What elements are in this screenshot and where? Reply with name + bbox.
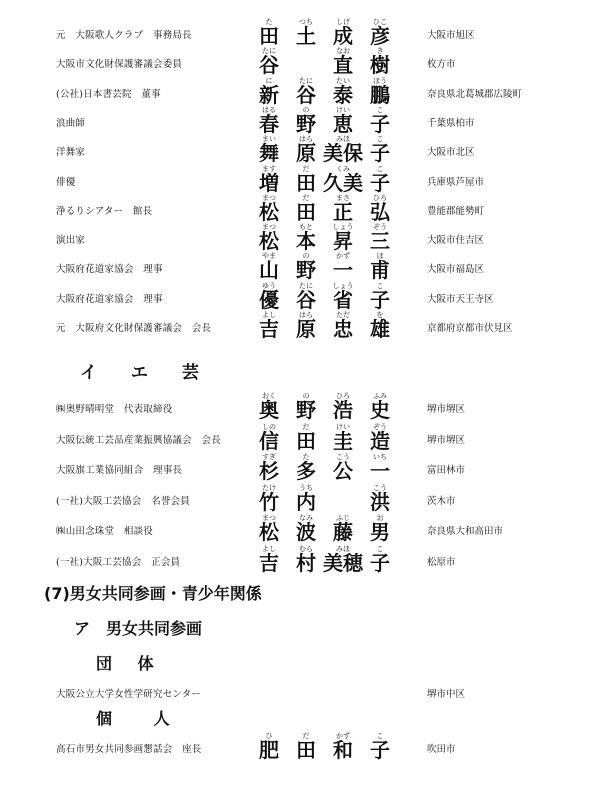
furigana: こう	[373, 483, 387, 492]
kanji: 子	[370, 550, 390, 575]
name-char	[368, 392, 392, 421]
furigana: こ	[376, 732, 384, 740]
kanji: 多	[296, 459, 316, 483]
entry-name	[257, 18, 407, 47]
furigana: ただ	[336, 311, 350, 319]
furigana: の	[302, 105, 310, 114]
furigana: まさ	[336, 193, 350, 202]
kanji: 樹	[370, 53, 390, 78]
furigana: ほう	[373, 76, 387, 85]
furigana: なみ	[299, 514, 313, 522]
list-item	[0, 677, 600, 706]
kanji: 優	[259, 287, 279, 312]
name-char	[294, 545, 318, 574]
entry-role: 浄るりシアター 館長	[56, 205, 153, 217]
entry-location: 京都府京都市伏見区	[427, 323, 513, 334]
entry-location: 大阪市天王寺区	[427, 293, 494, 305]
kanji: 野	[296, 258, 316, 283]
furigana: みほ	[336, 544, 350, 553]
name-char	[294, 732, 318, 761]
kanji: 圭	[333, 428, 353, 453]
list-item	[0, 514, 600, 543]
kanji: 子	[370, 141, 390, 166]
name-char	[294, 252, 318, 281]
name-char	[294, 484, 318, 513]
furigana: こう	[336, 453, 350, 461]
name-char	[368, 545, 392, 574]
furigana: た	[265, 18, 273, 26]
entry-name	[257, 282, 407, 311]
entry-name	[257, 252, 407, 281]
name-char	[257, 423, 281, 452]
entry-role: 元 大阪歌人クラブ 事務局長	[56, 30, 192, 41]
entry-name	[257, 545, 407, 574]
kanji: 彦	[370, 24, 390, 48]
kanji: 甫	[370, 258, 390, 283]
furigana: みほ	[336, 135, 350, 144]
list-item	[0, 165, 600, 194]
name-char	[294, 282, 318, 311]
furigana: けい	[336, 422, 350, 431]
entry-name	[257, 135, 407, 164]
entry-name	[257, 392, 407, 421]
entry-location: 大阪市北区	[427, 147, 475, 159]
furigana: しょう	[332, 281, 354, 290]
furigana: よし	[262, 544, 276, 553]
name-char	[257, 106, 281, 135]
furigana: こ	[376, 544, 384, 553]
list-item	[0, 252, 600, 281]
list-item	[0, 194, 600, 223]
kanji: 田	[296, 170, 316, 195]
kanji: 省	[333, 287, 353, 312]
furigana: たけ	[262, 483, 276, 492]
name-char	[331, 311, 355, 340]
kanji: 原	[296, 141, 316, 166]
entry-role: 大阪旗工業協同組合 理事長	[56, 465, 183, 476]
kanji: 肥	[259, 738, 279, 762]
entry-location: 千葉県柏市	[427, 117, 475, 129]
entry-location: 大阪市福島区	[427, 264, 485, 276]
kanji: 美保	[323, 141, 363, 166]
entry-location: 枚方市	[427, 59, 456, 71]
furigana: を	[376, 311, 384, 319]
furigana	[331, 484, 355, 492]
name-char	[368, 106, 392, 135]
entry-location: 茨木市	[427, 495, 456, 507]
kanji: 奥	[259, 398, 279, 422]
name-char	[319, 135, 367, 164]
kanji: 造	[370, 428, 390, 453]
furigana: ひこ	[373, 18, 387, 26]
name-char	[368, 165, 392, 194]
entry-name	[257, 453, 407, 482]
kanji: 美穂	[323, 550, 363, 575]
kanji: 成	[333, 24, 353, 48]
furigana: だ	[302, 164, 310, 173]
kanji: 吉	[259, 550, 279, 575]
furigana: ぞう	[373, 223, 387, 232]
kanji: 田	[296, 738, 316, 762]
entry-role: (一社)大阪工芸協会 正会員	[56, 556, 181, 568]
furigana: まつ	[262, 514, 276, 522]
entry-name	[257, 194, 407, 223]
furigana: はら	[299, 135, 313, 144]
kanji: 史	[370, 398, 390, 422]
category-heading-kojin: 個 人	[96, 709, 188, 728]
kanji: 鵬	[370, 82, 390, 107]
name-char	[294, 194, 318, 223]
kanji: 吉	[259, 317, 279, 341]
kanji: 子	[370, 170, 390, 195]
name-char	[257, 453, 281, 482]
name-char	[319, 545, 367, 574]
entry-role: ㈱奥野晴明堂 代表取締役	[56, 404, 173, 415]
list-item	[0, 18, 600, 47]
furigana: の	[302, 252, 310, 261]
furigana: こ	[376, 105, 384, 114]
kanji: 山	[259, 258, 279, 283]
name-char	[294, 47, 318, 76]
entry-name	[257, 77, 407, 106]
furigana: なお	[336, 47, 350, 56]
furigana: ぞう	[373, 422, 387, 431]
furigana: こ	[376, 135, 384, 144]
name-char	[331, 77, 355, 106]
furigana: しげ	[336, 18, 350, 26]
name-char	[294, 423, 318, 452]
furigana: こ	[376, 164, 384, 173]
list-item	[0, 392, 600, 421]
furigana: いち	[373, 453, 387, 461]
furigana: くみ	[336, 164, 350, 173]
list-item	[0, 282, 600, 311]
kanji: 杉	[259, 459, 279, 483]
kanji: 信	[259, 428, 279, 453]
furigana: たに	[299, 281, 313, 290]
name-char	[294, 311, 318, 340]
entry-location: 奈良県北葛城郡広陵町	[427, 88, 523, 100]
name-char	[257, 392, 281, 421]
entry-role: (一社)大阪工芸協会 名誉会員	[56, 495, 190, 507]
furigana: おく	[262, 392, 276, 400]
furigana: はら	[299, 311, 313, 319]
name-char	[368, 514, 392, 543]
kanji: 忠	[333, 317, 353, 341]
furigana: たに	[299, 76, 313, 85]
list-item	[0, 77, 600, 106]
furigana: すぎ	[262, 453, 276, 461]
name-char	[257, 732, 281, 761]
kanji: 一	[370, 459, 390, 483]
kanji: 子	[370, 111, 390, 136]
furigana: の	[302, 392, 310, 400]
name-char	[257, 223, 281, 252]
entry-role: 大阪公立大学女性学研究センター	[56, 689, 202, 700]
name-char	[331, 223, 355, 252]
name-char	[331, 392, 355, 421]
name-char	[294, 77, 318, 106]
name-char	[319, 165, 367, 194]
entry-role: 大阪伝統工芸品産業振興協議会 会長	[56, 434, 221, 446]
furigana: ゆう	[262, 281, 276, 290]
kanji: 正	[333, 199, 353, 224]
entry-role: 元 大阪府文化財保護審議会 会長	[56, 323, 212, 334]
name-char	[257, 484, 281, 513]
name-char	[257, 18, 281, 47]
furigana: はる	[262, 105, 276, 114]
kanji: 昇	[333, 229, 353, 254]
name-char	[257, 514, 281, 543]
list-item	[0, 223, 600, 252]
entry-role: (公社)日本書芸院 董事	[56, 88, 161, 100]
name-char	[331, 484, 355, 513]
kanji: 雄	[370, 317, 390, 341]
name-char	[368, 484, 392, 513]
entry-name	[257, 106, 407, 135]
furigana: まつ	[262, 193, 276, 202]
list-item	[0, 545, 600, 574]
kanji: 本	[296, 229, 316, 254]
furigana: かず	[336, 252, 350, 261]
name-char	[257, 311, 281, 340]
name-char	[294, 514, 318, 543]
name-char	[368, 282, 392, 311]
kanji: 一	[333, 258, 353, 283]
furigana: ひろ	[336, 392, 350, 400]
name-char	[257, 252, 281, 281]
name-char	[368, 135, 392, 164]
entry-location: 堺市中区	[427, 689, 466, 700]
name-char	[294, 18, 318, 47]
kanji: 村	[296, 550, 316, 575]
kanji: 松	[259, 229, 279, 254]
entry-location: 吹田市	[427, 744, 456, 755]
entry-role: 浪曲師	[56, 117, 86, 129]
name-char	[331, 453, 355, 482]
kanji: 浩	[333, 398, 353, 422]
entry-role: 洋舞家	[56, 147, 86, 159]
furigana: かず	[336, 732, 350, 740]
kanji: 弘	[370, 199, 390, 224]
list-item	[0, 311, 600, 340]
list-item	[0, 106, 600, 135]
furigana: ほ	[376, 252, 384, 261]
entry-name	[257, 223, 407, 252]
kanji: 谷	[296, 82, 316, 107]
list-item	[0, 47, 600, 76]
furigana: まい	[262, 135, 276, 144]
kanji: 洪	[370, 489, 390, 514]
furigana: たに	[262, 47, 276, 56]
kanji: 谷	[296, 287, 316, 312]
name-char	[331, 423, 355, 452]
kanji: 原	[296, 317, 316, 341]
name-char	[257, 135, 281, 164]
furigana: だ	[302, 422, 310, 431]
name-char	[368, 453, 392, 482]
name-char	[368, 18, 392, 47]
entry-location: 堺市堺区	[427, 404, 466, 415]
furigana: よし	[262, 311, 276, 319]
kanji: 田	[296, 428, 316, 453]
kanji: 舞	[259, 141, 279, 166]
kanji: 松	[259, 520, 279, 544]
entry-location: 松原市	[427, 556, 456, 568]
furigana	[294, 47, 318, 55]
entry-role: 演出家	[56, 235, 86, 247]
entry-role: ㈱山田念珠堂 相談役	[56, 526, 154, 537]
name-char	[368, 194, 392, 223]
list-item	[0, 135, 600, 164]
name-char	[294, 106, 318, 135]
name-char	[368, 423, 392, 452]
name-char	[331, 194, 355, 223]
furigana: だ	[302, 732, 310, 740]
kanji: 内	[296, 489, 316, 514]
furigana: しの	[262, 422, 276, 431]
furigana: ふじ	[336, 514, 350, 522]
kanji: 子	[370, 738, 390, 762]
list-item	[0, 484, 600, 513]
furigana: に	[265, 76, 273, 85]
furigana: たい	[336, 76, 350, 85]
section-heading-ie-gei: イ エ 芸	[80, 363, 213, 383]
name-char	[294, 223, 318, 252]
name-char	[368, 223, 392, 252]
kanji: 春	[259, 111, 279, 136]
kanji: 松	[259, 199, 279, 224]
entry-location: 大阪市旭区	[427, 30, 475, 41]
kanji: 竹	[259, 489, 279, 514]
name-char	[257, 47, 281, 76]
furigana: ひ	[265, 732, 273, 740]
entry-name	[257, 165, 407, 194]
name-char	[257, 545, 281, 574]
name-char	[368, 252, 392, 281]
name-char	[331, 47, 355, 76]
name-char	[257, 194, 281, 223]
furigana: つち	[299, 18, 313, 26]
name-char	[294, 453, 318, 482]
entry-name	[257, 514, 407, 543]
kanji: 野	[296, 398, 316, 422]
entry-location: 奈良県大和高田市	[427, 526, 504, 537]
kanji: 恵	[333, 111, 353, 136]
furigana: ふみ	[373, 392, 387, 400]
name-char	[257, 165, 281, 194]
kanji: 波	[296, 520, 316, 544]
entry-name	[257, 484, 407, 513]
furigana: ひろ	[373, 193, 387, 202]
kanji: 田	[296, 199, 316, 224]
entry-name	[257, 311, 407, 340]
furigana: こ	[376, 281, 384, 290]
furigana: ます	[262, 164, 276, 173]
kanji: 谷	[259, 53, 279, 78]
name-char	[368, 47, 392, 76]
list-item	[0, 732, 600, 761]
kanji: 久美	[323, 170, 363, 195]
entry-role: 大阪府花道家協会 理事	[56, 293, 163, 305]
name-char	[331, 18, 355, 47]
entry-name	[257, 423, 407, 452]
name-char	[368, 311, 392, 340]
kanji: 三	[370, 229, 390, 254]
kanji: 新	[259, 82, 279, 107]
list-item	[0, 453, 600, 482]
name-char	[331, 106, 355, 135]
kanji: 子	[370, 287, 390, 312]
kanji: 男	[370, 520, 390, 544]
furigana: けい	[336, 105, 350, 114]
subsection-title-a: ア 男女共同参画	[74, 619, 203, 638]
name-char	[368, 77, 392, 106]
entry-location: 大阪市住吉区	[427, 235, 485, 247]
furigana: もと	[299, 223, 313, 232]
kanji: 公	[333, 459, 353, 483]
kanji: 和	[333, 738, 353, 762]
name-char	[368, 732, 392, 761]
furigana: だ	[302, 193, 310, 202]
name-char	[257, 77, 281, 106]
category-heading-dantai: 団 体	[96, 654, 164, 673]
furigana: た	[302, 453, 310, 461]
entry-role: 俳優	[56, 176, 76, 188]
list-item	[0, 423, 600, 452]
name-char	[331, 514, 355, 543]
name-char	[331, 732, 355, 761]
name-char	[331, 252, 355, 281]
entry-role: 大阪市文化財保護審議会委員	[56, 59, 183, 71]
entry-name	[257, 47, 407, 76]
furigana: お	[376, 514, 384, 522]
furigana: き	[376, 47, 384, 56]
kanji: 直	[333, 53, 353, 78]
kanji: 泰	[333, 82, 353, 107]
name-char	[294, 165, 318, 194]
entry-role: 高石市男女共同参画懇話会 座長	[56, 744, 202, 755]
kanji: 増	[259, 170, 279, 195]
name-char	[294, 392, 318, 421]
name-char	[331, 282, 355, 311]
furigana: うち	[299, 483, 313, 492]
kanji: 野	[296, 111, 316, 136]
name-char	[257, 282, 281, 311]
kanji: 藤	[333, 520, 353, 544]
furigana: むら	[299, 544, 313, 553]
furigana: まつ	[262, 223, 276, 232]
entry-location: 富田林市	[427, 465, 466, 476]
section-title-7: (7)男女共同参画・青少年関係	[44, 584, 262, 603]
entry-location: 堺市堺区	[427, 434, 466, 446]
name-char	[294, 135, 318, 164]
kanji: 土	[296, 24, 316, 48]
furigana: しょう	[332, 223, 354, 232]
entry-name	[257, 732, 407, 761]
kanji: 田	[259, 24, 279, 48]
entry-location: 豊能郡能勢町	[427, 205, 485, 217]
furigana: やま	[262, 252, 276, 261]
entry-role: 大阪府花道家協会 理事	[56, 264, 163, 276]
entry-location: 兵庫県芦屋市	[427, 176, 485, 188]
